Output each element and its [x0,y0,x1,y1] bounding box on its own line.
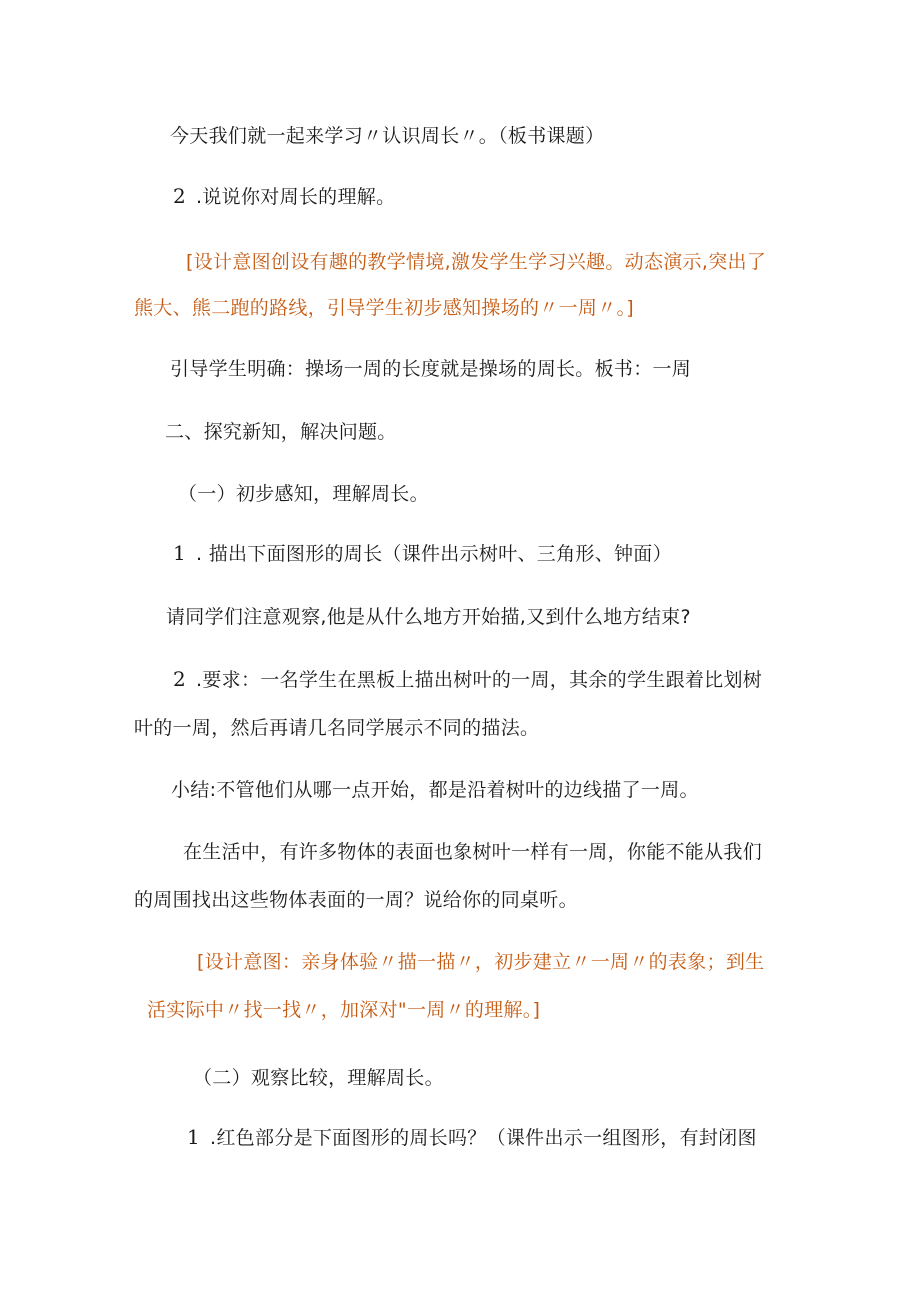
paragraph-text: 引导学生明确：操场一周的长度就是操场的周长。板书：一周 [170,358,692,380]
paragraph-observe [166,605,691,629]
paragraph-playground-perimeter [170,357,691,381]
paragraph-text: 熊大、熊二跑的路线，引导学生初步感知操场的〃一周〃。] [134,297,635,319]
heading-text: 二、探究新知，解决问题。 [165,421,397,443]
paragraph-text: 的周围找出这些物体表面的一周？说给你的同桌听。 [134,889,578,911]
design-intent-note-2 [197,950,764,974]
item-number: 2 [173,667,187,691]
paragraph-text: [设计意图：亲身体验〃描一描〃，初步建立〃一周〃的表象；到生 [197,951,765,973]
numbered-item-understanding [173,184,395,209]
item-number: 1 [173,541,187,565]
subsection-heading-initial [178,482,429,506]
subsection-heading-compare [193,1066,444,1090]
numbered-item-red-part [187,1125,757,1150]
paragraph-text: 在生活中，有许多物体的表面也象树叶一样有一周，你能不能从我们 [183,841,763,863]
item-text: .要求：一名学生在黑板上描出树叶的一周，其余的学生跟着比划树 [196,669,763,691]
paragraph-life-examples [183,840,762,864]
paragraph-text: 请同学们注意观察,他是从什么地方开始描,又到什么地方结束? [166,606,691,628]
design-intent-note-1 [186,250,766,274]
numbered-item-requirement [173,667,762,692]
heading-text: （二）观察比较，理解周长。 [193,1067,444,1089]
item-number: 2 [173,184,187,208]
section-heading-explore [165,420,397,444]
numbered-item-trace [173,541,672,566]
paragraph-text: 活实际中〃找一找〃，加深对"一周〃的理解。] [147,999,541,1021]
paragraph-life-examples-cont [134,888,578,912]
numbered-item-requirement-cont [134,716,539,740]
paragraph-text: 今天我们就一起来学习〃认识周长〃。（板书课题） [170,125,605,147]
paragraph-text: [设计意图创设有趣的教学情境,激发学生学习兴趣。动态演示,突出了 [186,251,767,273]
design-intent-note-1-cont [134,296,634,320]
design-intent-note-2-cont [147,998,540,1022]
item-text: . 描出下面图形的周长（课件出示树叶、三角形、钟面） [196,543,672,565]
paragraph-topic-intro [170,124,604,148]
item-text: .说说你对周长的理解。 [196,186,396,208]
paragraph-text: 叶的一周，然后再请几名同学展示不同的描法。 [134,717,540,739]
item-number: 1 [187,1125,201,1149]
item-text: .红色部分是下面图形的周长吗？（课件出示一组图形，有封闭图 [210,1127,757,1149]
paragraph-summary [171,778,699,802]
heading-text: （一）初步感知，理解周长。 [178,483,429,505]
paragraph-text: 小结:不管他们从哪一点开始，都是沿着树叶的边线描了一周。 [171,779,699,801]
